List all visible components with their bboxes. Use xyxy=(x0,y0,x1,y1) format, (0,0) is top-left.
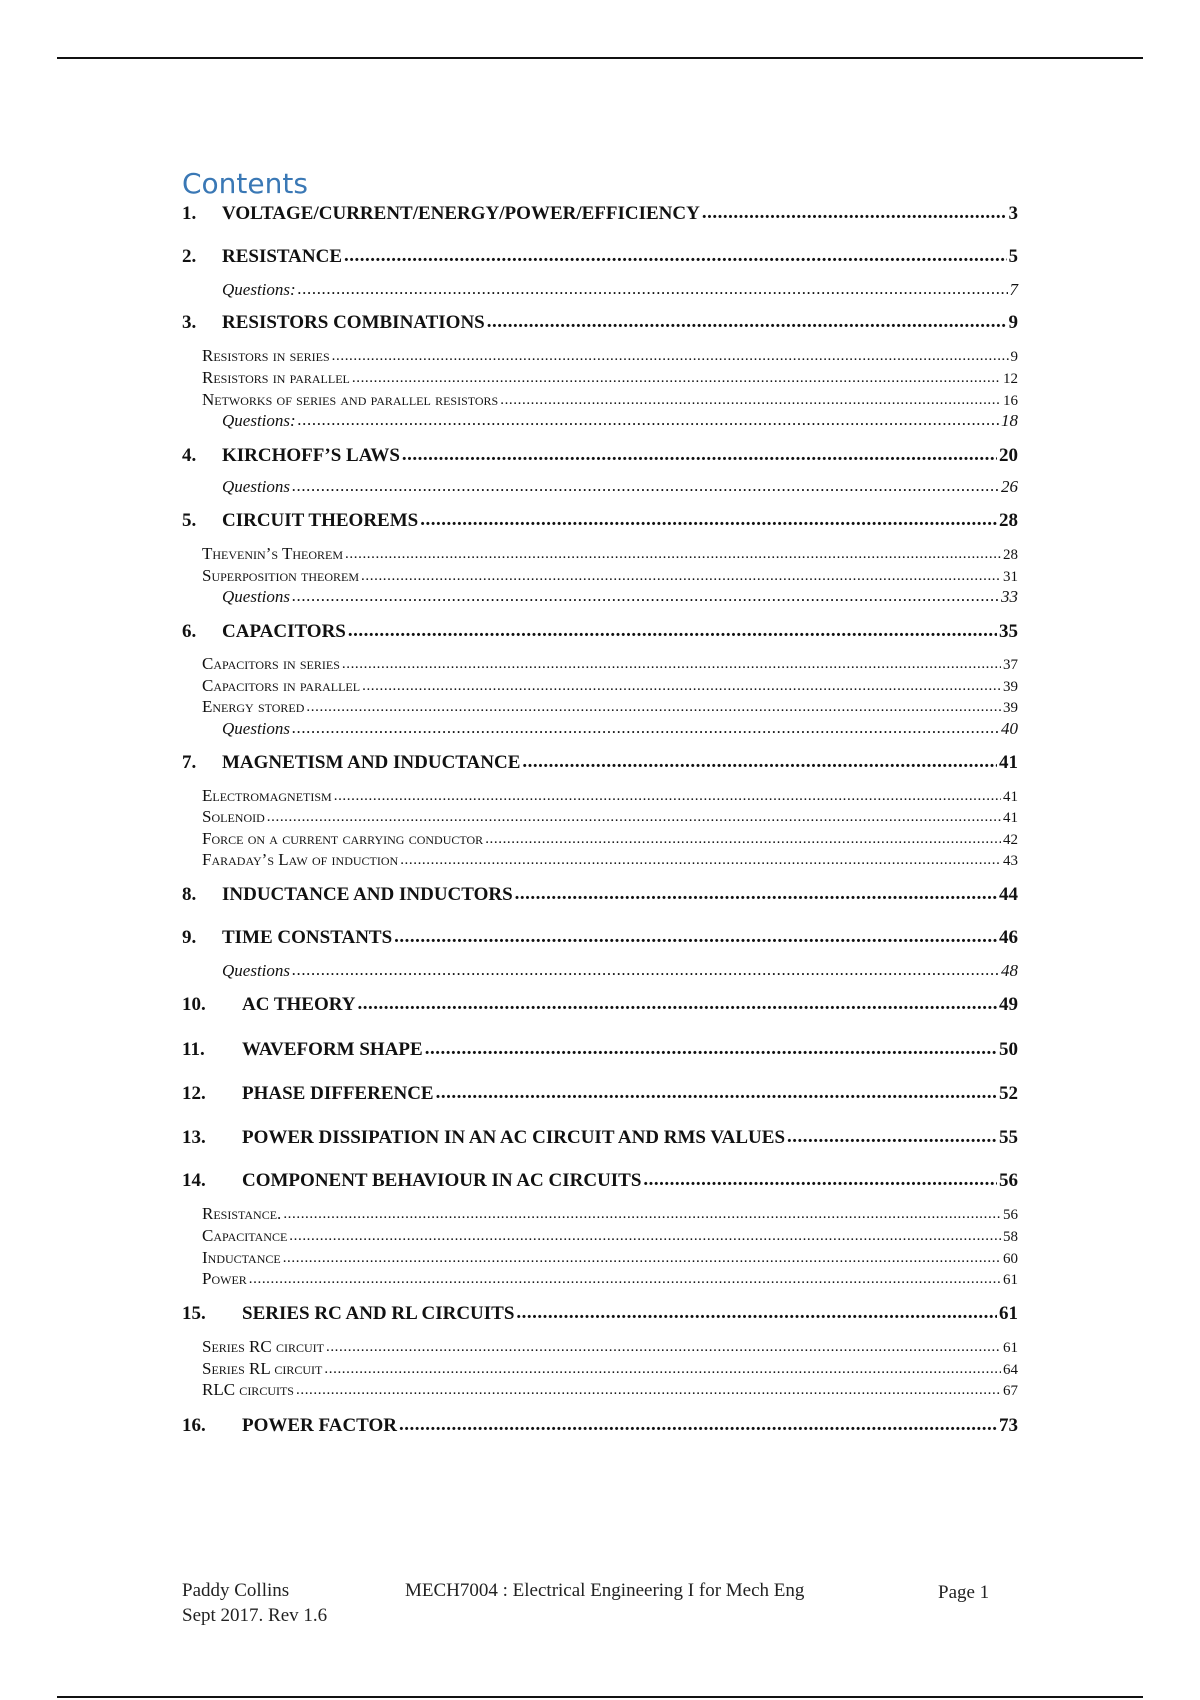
toc-questions-entry[interactable] xyxy=(182,411,1018,431)
toc-chapter-entry[interactable] xyxy=(182,1039,1018,1061)
toc-entry-page: 60 xyxy=(1003,1251,1018,1267)
toc-dot-leader xyxy=(283,1206,1001,1223)
toc-entry-title: CIRCUIT THEOREMS xyxy=(222,510,419,531)
toc-entry-number: 3. xyxy=(182,312,197,333)
toc-dot-leader xyxy=(334,788,1001,805)
toc-entry-page: 61 xyxy=(999,1303,1018,1324)
toc-entry-title: Questions: xyxy=(222,411,296,430)
toc-entry-page: 9 xyxy=(1010,349,1018,365)
toc-dot-leader xyxy=(289,1228,1001,1245)
toc-chapter-entry[interactable] xyxy=(182,752,1018,774)
toc-section-entry[interactable] xyxy=(182,786,1018,806)
toc-entry-page: 28 xyxy=(999,510,1018,531)
toc-dot-leader xyxy=(394,926,997,948)
toc-entry-title: Electromagnetism xyxy=(202,786,332,805)
page-title: Contents xyxy=(182,167,308,200)
toc-chapter-entry[interactable] xyxy=(182,203,1018,225)
toc-entry-page: 43 xyxy=(1003,853,1018,869)
toc-section-entry[interactable] xyxy=(182,1248,1018,1268)
toc-entry-title: Networks of series and parallel resistors xyxy=(202,390,499,409)
toc-chapter-entry[interactable] xyxy=(182,927,1018,949)
toc-chapter-entry[interactable] xyxy=(182,994,1018,1016)
toc-entry-number: 4. xyxy=(182,445,197,466)
toc-entry-title: CAPACITORS xyxy=(222,621,346,642)
toc-dot-leader xyxy=(485,831,1001,848)
toc-section-entry[interactable] xyxy=(182,850,1018,870)
toc-entry-title: Capacitance xyxy=(202,1226,288,1245)
bottom-rule xyxy=(57,1696,1143,1698)
toc-entry-title: POWER DISSIPATION IN AN AC CIRCUIT AND RMS VALUES xyxy=(242,1127,786,1148)
toc-section-entry[interactable] xyxy=(182,390,1018,410)
toc-entry-title: PHASE DIFFERENCE xyxy=(242,1083,434,1104)
footer-page-number: Page 1 xyxy=(938,1582,990,1603)
toc-entry-title: AC THEORY xyxy=(242,994,356,1015)
toc-entry-number: 14. xyxy=(182,1170,206,1191)
toc-entry-number: 11. xyxy=(182,1039,205,1060)
toc-entry-page: 49 xyxy=(999,994,1018,1015)
toc-entry-title: RESISTORS COMBINATIONS xyxy=(222,312,485,333)
toc-dot-leader xyxy=(296,1382,1001,1399)
toc-dot-leader xyxy=(342,656,1001,673)
toc-dot-leader xyxy=(298,410,999,430)
toc-entry-page: 7 xyxy=(1009,280,1018,299)
toc-entry-page: 5 xyxy=(1008,246,1018,267)
toc-entry-title: TIME CONSTANTS xyxy=(222,927,393,948)
toc-entry-page: 39 xyxy=(1003,700,1018,716)
toc-entry-number: 10. xyxy=(182,994,206,1015)
toc-entry-page: 52 xyxy=(999,1083,1018,1104)
toc-entry-title: RESISTANCE xyxy=(222,246,343,267)
toc-questions-entry[interactable] xyxy=(182,587,1018,607)
toc-dot-leader xyxy=(516,1302,997,1324)
toc-questions-entry[interactable] xyxy=(182,477,1018,497)
toc-entry-page: 41 xyxy=(1003,810,1018,826)
toc-entry-title: Questions xyxy=(222,587,290,606)
toc-entry-number: 15. xyxy=(182,1303,206,1324)
toc-chapter-entry[interactable] xyxy=(182,312,1018,334)
toc-entry-page: 44 xyxy=(999,884,1018,905)
toc-dot-leader xyxy=(361,568,1001,585)
toc-entry-number: 5. xyxy=(182,510,197,531)
toc-chapter-entry[interactable] xyxy=(182,246,1018,268)
footer-date: Sept 2017. Rev 1.6 xyxy=(182,1605,328,1626)
toc-entry-title: Questions xyxy=(222,719,290,738)
toc-entry-title: KIRCHOFF’S LAWS xyxy=(222,445,400,466)
toc-entry-page: 58 xyxy=(1003,1229,1018,1245)
toc-entry-title: INDUCTANCE AND INDUCTORS xyxy=(222,884,513,905)
toc-questions-entry[interactable] xyxy=(182,719,1018,739)
toc-entry-page: 31 xyxy=(1003,569,1018,585)
toc-entry-number: 1. xyxy=(182,203,197,224)
toc-section-entry[interactable] xyxy=(182,829,1018,849)
toc-entry-title: Series RL circuit xyxy=(202,1359,323,1378)
toc-section-entry[interactable] xyxy=(182,346,1018,366)
toc-entry-page: 39 xyxy=(1003,679,1018,695)
toc-dot-leader xyxy=(420,509,997,531)
toc-entry-number: 6. xyxy=(182,621,197,642)
toc-dot-leader xyxy=(400,852,1001,869)
toc-entry-page: 41 xyxy=(1003,789,1018,805)
toc-section-entry[interactable] xyxy=(182,697,1018,717)
toc-entry-title: Questions: xyxy=(222,280,296,299)
toc-entry-page: 48 xyxy=(1001,961,1018,980)
toc-section-entry[interactable] xyxy=(182,1337,1018,1357)
toc-dot-leader xyxy=(402,444,997,466)
toc-dot-leader xyxy=(283,1250,1001,1267)
toc-entry-page: 41 xyxy=(999,752,1018,773)
toc-entry-page: 35 xyxy=(999,621,1018,642)
toc-entry-title: WAVEFORM SHAPE xyxy=(242,1039,423,1060)
toc-section-entry[interactable] xyxy=(182,1359,1018,1379)
toc-dot-leader xyxy=(292,718,999,738)
toc-dot-leader xyxy=(702,202,1007,224)
toc-entry-title: Thevenin’s Theorem xyxy=(202,544,344,563)
toc-entry-page: 40 xyxy=(1001,719,1018,738)
toc-entry-page: 61 xyxy=(1003,1272,1018,1288)
toc-dot-leader xyxy=(292,476,999,496)
toc-dot-leader xyxy=(643,1169,997,1191)
footer-course: MECH7004 : Electrical Engineering I for Mech Eng xyxy=(405,1580,805,1601)
toc-entry-number: 13. xyxy=(182,1127,206,1148)
toc-section-entry[interactable] xyxy=(182,654,1018,674)
toc-entry-number: 16. xyxy=(182,1415,206,1436)
toc-entry-page: 61 xyxy=(1003,1340,1018,1356)
toc-section-entry[interactable] xyxy=(182,566,1018,586)
toc-entry-page: 12 xyxy=(1003,371,1018,387)
toc-entry-page: 9 xyxy=(1008,312,1018,333)
toc-entry-title: Power xyxy=(202,1269,247,1288)
toc-dot-leader xyxy=(249,1271,1001,1288)
toc-dot-leader xyxy=(306,699,1001,716)
toc-chapter-entry[interactable] xyxy=(182,884,1018,906)
toc-entry-page: 28 xyxy=(1003,547,1018,563)
toc-entry-page: 20 xyxy=(999,445,1018,466)
toc-dot-leader xyxy=(399,1414,997,1436)
toc-dot-leader xyxy=(292,586,999,606)
toc-entry-title: Capacitors in series xyxy=(202,654,340,673)
toc-section-entry[interactable] xyxy=(182,676,1018,696)
toc-dot-leader xyxy=(326,1339,1001,1356)
toc-section-entry[interactable] xyxy=(182,544,1018,564)
toc-entry-number: 12. xyxy=(182,1083,206,1104)
toc-entry-title: Series RC circuit xyxy=(202,1337,324,1356)
toc-dot-leader xyxy=(358,993,997,1015)
toc-entry-title: COMPONENT BEHAVIOUR IN AC CIRCUITS xyxy=(242,1170,642,1191)
toc-entry-title: Questions xyxy=(222,961,290,980)
toc-dot-leader xyxy=(487,311,1007,333)
toc-chapter-entry[interactable] xyxy=(182,1170,1018,1192)
toc-section-entry[interactable] xyxy=(182,368,1018,388)
toc-entry-title: Inductance xyxy=(202,1248,281,1267)
toc-entry-number: 9. xyxy=(182,927,197,948)
toc-entry-number: 2. xyxy=(182,246,197,267)
toc-dot-leader xyxy=(324,1361,1001,1378)
toc-dot-leader xyxy=(298,279,1008,299)
footer-author: Paddy Collins xyxy=(182,1580,290,1601)
toc-entry-page: 42 xyxy=(1003,832,1018,848)
toc-dot-leader xyxy=(352,370,1001,387)
toc-entry-page: 50 xyxy=(999,1039,1018,1060)
toc-entry-page: 16 xyxy=(1003,393,1018,409)
toc-dot-leader xyxy=(267,809,1001,826)
toc-entry-page: 56 xyxy=(1003,1207,1018,1223)
toc-entry-title: Energy stored xyxy=(202,697,305,716)
toc-dot-leader xyxy=(500,392,1001,409)
toc-questions-entry[interactable] xyxy=(182,961,1018,981)
toc-entry-number: 7. xyxy=(182,752,197,773)
toc-entry-title: Resistors in parallel xyxy=(202,368,350,387)
toc-dot-leader xyxy=(425,1038,997,1060)
toc-entry-page: 3 xyxy=(1008,203,1018,224)
toc-entry-page: 33 xyxy=(1001,587,1018,606)
toc-chapter-entry[interactable] xyxy=(182,1083,1018,1105)
toc-chapter-entry[interactable] xyxy=(182,1127,1018,1149)
toc-dot-leader xyxy=(348,620,997,642)
toc-entry-page: 26 xyxy=(1001,477,1018,496)
toc-entry-title: POWER FACTOR xyxy=(242,1415,397,1436)
toc-dot-leader xyxy=(515,883,997,905)
toc-entry-title: Resistance. xyxy=(202,1204,282,1223)
toc-entry-title: Force on a current carrying conductor xyxy=(202,829,484,848)
toc-entry-title: VOLTAGE/CURRENT/ENERGY/POWER/EFFICIENCY xyxy=(222,203,700,224)
toc-entry-page: 64 xyxy=(1003,1362,1018,1378)
toc-dot-leader xyxy=(787,1126,997,1148)
toc-dot-leader xyxy=(522,751,997,773)
toc-section-entry[interactable] xyxy=(182,1269,1018,1289)
toc-entry-title: SERIES RC AND RL CIRCUITS xyxy=(242,1303,515,1324)
toc-section-entry[interactable] xyxy=(182,807,1018,827)
toc-dot-leader xyxy=(362,678,1001,695)
toc-entry-page: 55 xyxy=(999,1127,1018,1148)
toc-entry-number: 8. xyxy=(182,884,197,905)
toc-section-entry[interactable] xyxy=(182,1226,1018,1246)
toc-entry-page: 67 xyxy=(1003,1383,1018,1399)
toc-entry-title: Superposition theorem xyxy=(202,566,360,585)
toc-entry-page: 46 xyxy=(999,927,1018,948)
toc-chapter-entry[interactable] xyxy=(182,1303,1018,1325)
toc-questions-entry[interactable] xyxy=(182,280,1018,300)
toc-chapter-entry[interactable] xyxy=(182,445,1018,467)
toc-entry-title: Questions xyxy=(222,477,290,496)
toc-entry-page: 56 xyxy=(999,1170,1018,1191)
toc-entry-title: Capacitors in parallel xyxy=(202,676,361,695)
top-rule xyxy=(57,57,1143,59)
toc-dot-leader xyxy=(436,1082,997,1104)
toc-section-entry[interactable] xyxy=(182,1380,1018,1400)
toc-entry-title: RLC circuits xyxy=(202,1380,294,1399)
toc-entry-title: Resistors in series xyxy=(202,346,330,365)
toc-chapter-entry[interactable] xyxy=(182,621,1018,643)
toc-section-entry[interactable] xyxy=(182,1204,1018,1224)
toc-chapter-entry[interactable] xyxy=(182,510,1018,532)
toc-chapter-entry[interactable] xyxy=(182,1415,1018,1437)
toc-entry-page: 73 xyxy=(999,1415,1018,1436)
toc-entry-page: 37 xyxy=(1003,657,1018,673)
toc-dot-leader xyxy=(292,960,999,980)
toc-entry-title: Faraday’s Law of induction xyxy=(202,850,399,869)
toc-dot-leader xyxy=(345,546,1001,563)
toc-entry-title: Solenoid xyxy=(202,807,265,826)
toc-dot-leader xyxy=(332,348,1009,365)
toc-dot-leader xyxy=(344,245,1006,267)
toc-entry-title: MAGNETISM AND INDUCTANCE xyxy=(222,752,521,773)
toc-entry-page: 18 xyxy=(1001,411,1018,430)
